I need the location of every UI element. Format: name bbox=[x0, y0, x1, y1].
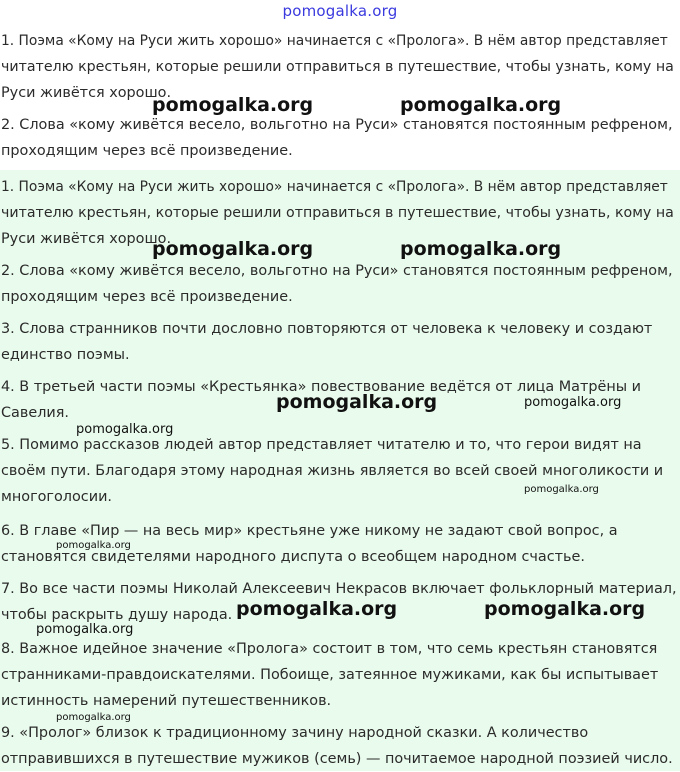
watermark-small: pomogalka.org bbox=[76, 422, 174, 437]
watermark-large: pomogalka.org bbox=[152, 94, 314, 116]
watermark-tiny: pomogalka.org bbox=[524, 484, 599, 495]
answer-paragraph-2-line-2: проходящим через всё произведение. bbox=[1, 289, 293, 305]
watermark-large: pomogalka.org bbox=[152, 238, 314, 260]
answer-paragraph-5-line-1: 5. Помимо рассказов людей автор представляет читателю и то, что герои видят на bbox=[1, 437, 642, 453]
answer-paragraph-3-line-1: 3. Слова странников почти дословно повторяются от человека к человеку и создают bbox=[1, 321, 653, 337]
answer-paragraph-5-line-3: многоголосии. bbox=[1, 489, 112, 505]
answer-paragraph-6-line-2: становятся свидетелями народного диспута о всеобщем народном счастье. bbox=[1, 549, 585, 565]
answer-paragraph-4-line-1: 4. В третьей части поэмы «Крестьянка» повествование ведётся от лица Матрёны и bbox=[1, 379, 642, 395]
answer-paragraph-7-line-2: чтобы раскрыть душу народа. bbox=[1, 607, 233, 623]
site-watermark-header: pomogalka.org bbox=[282, 2, 398, 20]
watermark-tiny: pomogalka.org bbox=[56, 712, 131, 723]
watermark-large: pomogalka.org bbox=[236, 598, 398, 620]
answer-paragraph-8-line-2: странниками-правдоискателями. Побоище, затеянное мужиками, как бы испытывает bbox=[1, 667, 659, 683]
answer-paragraph-1-line-1: 1. Поэма «Кому на Руси жить хорошо» начинается с «Пролога». В нём автор представляет bbox=[1, 179, 668, 195]
answer-paragraph-9-line-2: отправившихся в путешествие мужиков (семь) — почитаемое народной поэзией число. bbox=[1, 751, 673, 767]
paragraph-2-line-2: проходящим через всё произведение. bbox=[1, 143, 293, 159]
answer-paragraph-2-line-1: 2. Слова «кому живётся весело, вольготно на Руси» становятся постоянным рефреном, bbox=[1, 263, 673, 279]
watermark-large: pomogalka.org bbox=[484, 598, 646, 620]
answer-paragraph-6-line-1: 6. В главе «Пир — на весь мир» крестьяне уже никому не задают свой вопрос, а bbox=[1, 523, 618, 539]
watermark-large: pomogalka.org bbox=[400, 94, 562, 116]
answer-paragraph-3-line-2: единство поэмы. bbox=[1, 347, 130, 363]
answer-paragraph-9-line-1: 9. «Пролог» близок к традиционному зачину народной сказки. А количество bbox=[1, 725, 589, 741]
answer-paragraph-8-line-1: 8. Важное идейное значение «Пролога» состоит в том, что семь крестьян становятся bbox=[1, 641, 658, 657]
answer-paragraph-1-line-3: Руси живётся хорошо. bbox=[1, 231, 172, 247]
paragraph-2-line-1: 2. Слова «кому живётся весело, вольготно на Руси» становятся постоянным рефреном, bbox=[1, 117, 673, 133]
paragraph-1-line-2: читателю крестьян, которые решили отправиться в путешествие, чтобы узнать, кому на bbox=[1, 59, 674, 75]
answer-paragraph-4-line-2: Савелия. bbox=[1, 405, 69, 421]
answer-paragraph-8-line-3: истинность намерений путешественников. bbox=[1, 693, 332, 709]
answer-paragraph-5-line-2: своём пути. Благодаря этому народная жизнь является во всей своей многоликости и bbox=[1, 463, 664, 479]
answer-paragraph-1-line-2: читателю крестьян, которые решили отправиться в путешествие, чтобы узнать, кому на bbox=[1, 205, 674, 221]
paragraph-1-line-1: 1. Поэма «Кому на Руси жить хорошо» начинается с «Пролога». В нём автор представляет bbox=[1, 33, 668, 49]
watermark-large: pomogalka.org bbox=[400, 238, 562, 260]
watermark-small: pomogalka.org bbox=[36, 622, 134, 637]
paragraph-1-line-3: Руси живётся хорошо. bbox=[1, 85, 172, 101]
watermark-small: pomogalka.org bbox=[524, 395, 622, 410]
watermark-large: pomogalka.org bbox=[276, 391, 438, 413]
watermark-tiny: pomogalka.org bbox=[56, 540, 131, 551]
answer-paragraph-7-line-1: 7. Во все части поэмы Николай Алексеевич Некрасов включает фольклорный материал, bbox=[1, 581, 677, 597]
